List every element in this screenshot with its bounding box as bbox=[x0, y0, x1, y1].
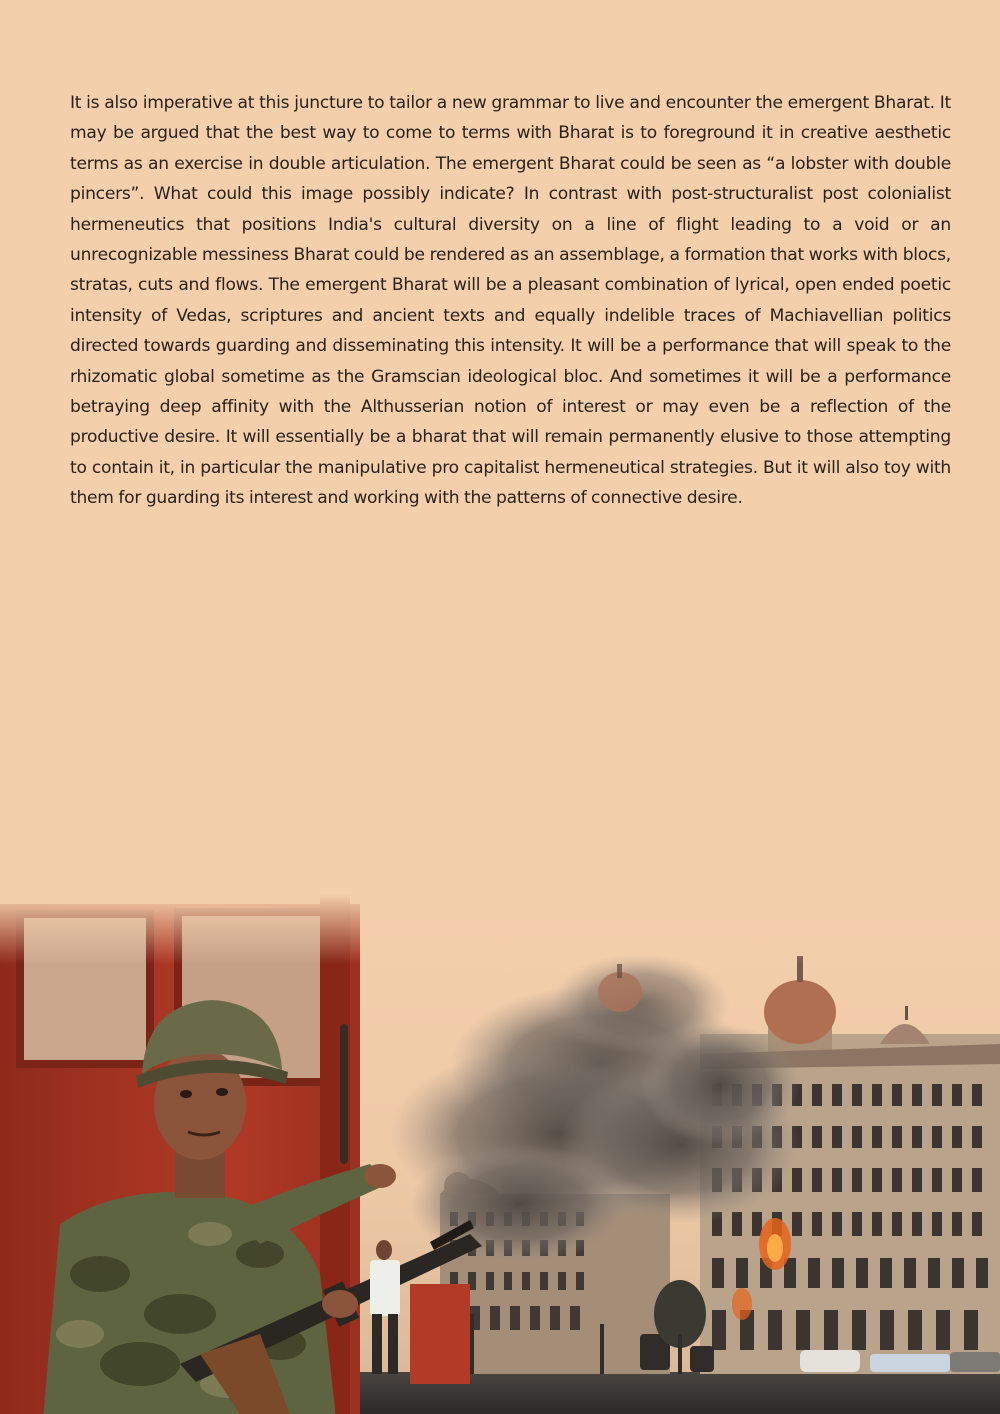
photo-top-fade bbox=[0, 894, 1000, 964]
body-paragraph: It is also imperative at this juncture to tailor a new grammar to live and encounter the emergent Bharat. It may be argued that the best way to come to terms with Bharat is to foreground it in creative aesthetic terms as an exercise in double articulation. The emergent Bharat could be seen as “a lobster with double pincers”. What could this image possibly indicate? In contrast with post-structuralist post colonialist hermeneutics that positions India's cultural diversity on a line of flight leading to a void or an unrecognizable messiness Bharat could be rendered as an assemblage, a formation that works with blocs, stratas, cuts and flows. The emergent Bharat will be a pleasant combination of lyrical, open ended poetic intensity of Vedas, scriptures and ancient texts and equally indelible traces of Machiavellian politics directed towards guarding and disseminating this intensity. It will be a performance that will speak to the rhizomatic global sometime as the Gramscian ideological bloc. And sometimes it will be a performance betraying deep affinity with the Althusserian notion of interest or may even be a reflection of the productive desire. It will essentially be a bharat that will remain permanently elusive to those attempting to contain it, in particular the manipulative pro capitalist hermeneutical strategies. But it will also toy with them for guarding its interest and working with the patterns of connective desire. bbox=[70, 93, 951, 509]
photo-svg bbox=[0, 894, 1000, 1414]
illustration-photo bbox=[0, 894, 1000, 1414]
